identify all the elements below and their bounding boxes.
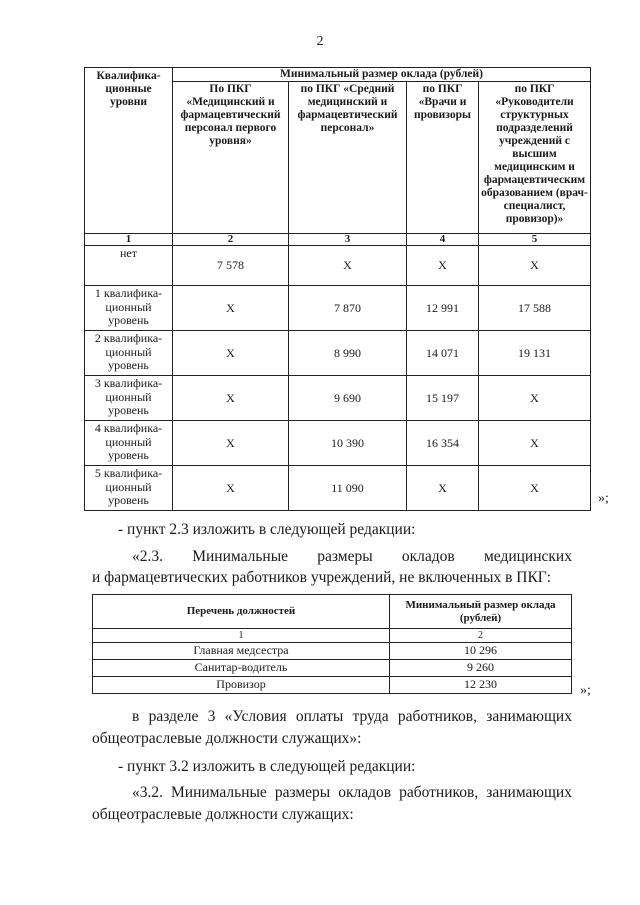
word: окладов [338,784,392,801]
word: «3.2. [132,784,163,801]
col-number: 3 [289,234,407,246]
table-cell: 8 990 [289,331,407,376]
word: медицинских [483,548,572,565]
row-label: 4 квалифика-ционный уровень [85,421,173,466]
table-cell: X [173,421,289,466]
table-cell: 10 390 [289,421,407,466]
table-cell: X [479,376,591,421]
header-min-salary: Минимальный размер оклада (рублей) [173,68,591,82]
position-name: Провизор [93,677,390,694]
closing-quote: »; [598,491,609,506]
table-row [93,677,572,694]
table-row [93,643,572,660]
table-row [85,331,591,376]
paragraph-section-3-line1 [132,707,572,727]
page-number: 2 [316,34,324,49]
table-cell: X [173,376,289,421]
table-cell: 7 578 [173,246,289,286]
row-label: 2 квалифика-ционный уровень [85,331,173,376]
col-number: 5 [479,234,591,246]
word: 3 [207,708,216,725]
word: труда [352,708,389,725]
salary-table-pkg [84,67,591,511]
word: окладов [401,548,455,565]
word: работников, [397,708,477,725]
paragraph-3-2-line2: общеотраслевые должности служащих: [92,806,354,823]
header-pkg-4: по ПКГ «Руководители структурных подразделений учреждений с высшим медицинским и фармацевтическим образованием (врач-специалист, провизор)» [479,82,591,234]
col-number: 1 [85,234,173,246]
table-row [85,376,591,421]
row-label: 1 квалифика-ционный уровень [85,286,173,331]
position-salary: 12 230 [390,677,572,694]
table-cell: 14 071 [407,331,479,376]
header-pkg-2: по ПКГ «Средний медицинский и фармацевтический персонал» [289,82,407,234]
table-row [93,660,572,677]
word: Минимальные [192,548,289,565]
header-pkg-3: по ПКГ «Врачи и провизоры [407,82,479,234]
word: разделе [148,708,199,725]
paragraph-section-3-line2: общеотраслевые должности служащих»: [92,730,362,747]
word: Минимальные [171,784,267,801]
table-row [85,466,591,511]
position-name: Главная медсестра [93,643,390,660]
word: «Условия [224,708,287,725]
table-cell: X [407,466,479,511]
row-label: нет [85,246,173,286]
table-cell: 11 090 [289,466,407,511]
table-cell: 12 991 [407,286,479,331]
position-name: Санитар-водитель [93,660,390,677]
col-number: 2 [173,234,289,246]
paragraph-item-2-3: - пункт 2.3 изложить в следующей редакции: [118,521,416,538]
header-min-salary-2: Минимальный размер оклада (рублей) [390,595,572,629]
word: размеры [274,784,331,801]
header-positions: Перечень должностей [93,595,390,629]
table-cell: X [407,246,479,286]
col-number: 1 [93,629,390,643]
word: работников, [399,784,479,801]
table-cell: 19 131 [479,331,591,376]
word: в [132,708,140,725]
table-cell: X [173,286,289,331]
table-cell: 15 197 [407,376,479,421]
header-qualification-levels: Квалифика-ционные уровни [85,68,173,234]
table-row [85,246,591,286]
position-salary: 10 296 [390,643,572,660]
word: занимающих [486,784,572,801]
word: оплаты [295,708,344,725]
salary-table-non-pkg [92,594,572,694]
paragraph-2-3-line1 [132,547,572,567]
paragraph-3-2-line1 [132,783,572,803]
table-cell: 7 870 [289,286,407,331]
position-salary: 9 260 [390,660,572,677]
table-row [85,421,591,466]
closing-quote: »; [580,683,591,698]
header-pkg-1: По ПКГ «Медицинский и фармацевтический персонал первого уровня» [173,82,289,234]
paragraph-item-3-2: - пункт 3.2 изложить в следующей редакции: [118,758,416,775]
word: «2.3. [132,548,163,565]
table-cell: 17 588 [479,286,591,331]
table-cell: X [173,331,289,376]
table-cell: X [479,421,591,466]
row-label: 3 квалифика-ционный уровень [85,376,173,421]
row-label: 5 квалифика-ционный уровень [85,466,173,511]
word: размеры [317,548,373,565]
word: занимающих [486,708,572,725]
table-cell: 9 690 [289,376,407,421]
col-number: 4 [407,234,479,246]
table-cell: 16 354 [407,421,479,466]
paragraph-2-3-line2: и фармацевтических работников учреждений, не включенных в ПКГ: [92,569,552,586]
table-row [85,286,591,331]
table-cell: X [479,466,591,511]
col-number: 2 [390,629,572,643]
table-cell: X [289,246,407,286]
table-cell: X [173,466,289,511]
table-cell: X [479,246,591,286]
